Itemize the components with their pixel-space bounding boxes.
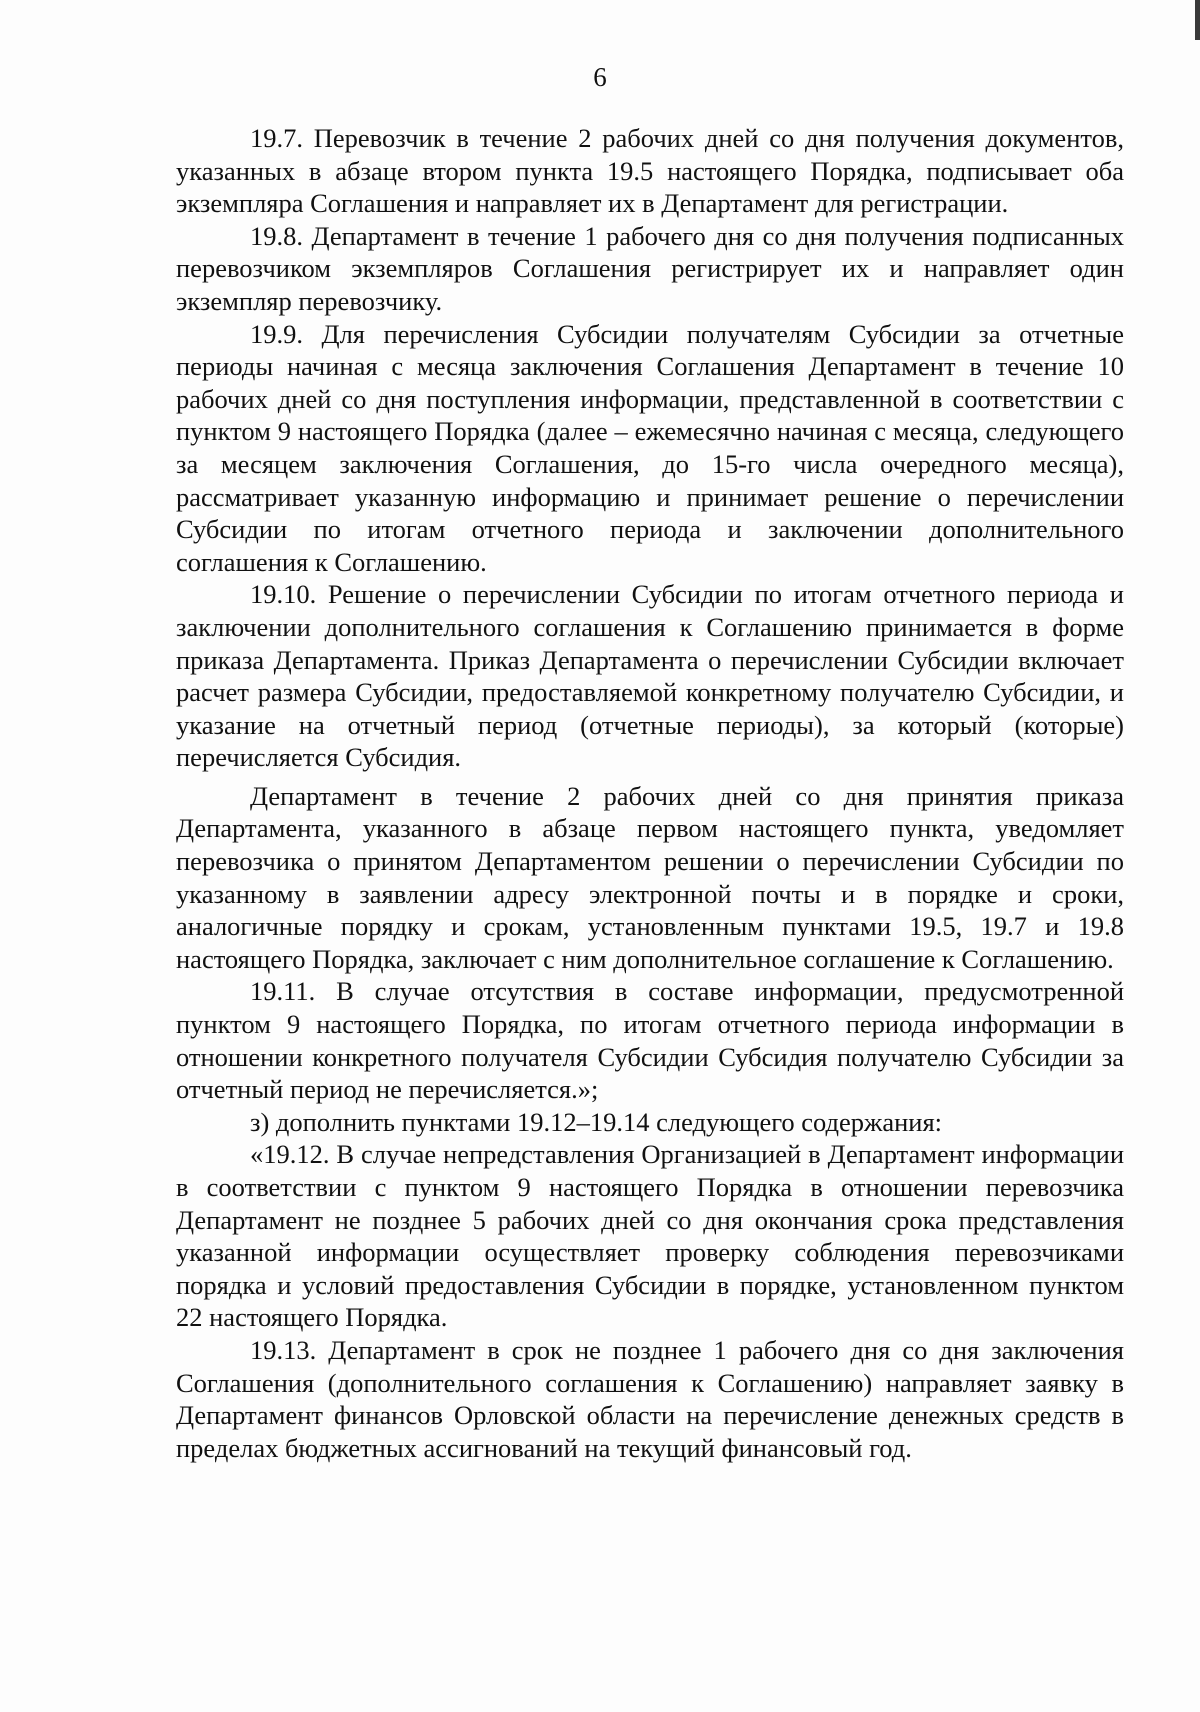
paragraph-19-13: 19.13. Департамент в срок не позднее 1 рабочего дня со дня заключения Соглашения (дополнительного соглашения к Соглашению) направляет заявку в Департамент финансов Орловской области на перечисление денежных средств в пределах бюджетных ассигнований на текущий финансовый год. bbox=[176, 1334, 1124, 1463]
paragraph-item-z: з) дополнить пунктами 19.12–19.14 следующего содержания: bbox=[250, 1106, 943, 1137]
paragraph-19-10-second: Департамент в течение 2 рабочих дней со дня принятия приказа Департамента, указанного в абзаце первом настоящего пункта, уведомляет перевозчика о принятом Департаментом решении о перечислении Субсидии по указанному в заявлении адресу электронной почты и в порядке и сроки, аналогичные порядку и срокам, установленным пунктами 19.5, 19.7 и 19.8 настоящего Порядка, заключает с ним дополнительное соглашение к Соглашению. bbox=[176, 780, 1124, 974]
page-number: 6 bbox=[593, 62, 607, 92]
paragraph-19-7: 19.7. Перевозчик в течение 2 рабочих дней со дня получения документов, указанных в абзаце втором пункта 19.5 настоящего Порядка, подписывает оба экземпляра Соглашения и направляет их в Департамент для регистрации. bbox=[176, 123, 1124, 219]
document-body bbox=[176, 122, 1124, 1464]
scan-edge-mark bbox=[1195, 0, 1200, 40]
paragraph-19-11: 19.11. В случае отсутствия в составе информации, предусмотренной пунктом 9 настоящего Порядка, по итогам отчетного периода информации в отношении конкретного получателя Субсидии Субсидия получателю Субсидии за отчетный период не перечисляется.»; bbox=[176, 976, 1124, 1105]
paragraph-19-10: 19.10. Решение о перечислении Субсидии по итогам отчетного периода и заключении дополнительного соглашения к Соглашению принимается в форме приказа Департамента. Приказ Департамента о перечислении Субсидии включает расчет размера Субсидии, предоставляемой конкретному получателю Субсидии, и указание на отчетный период (отчетные периоды), за который (которые) перечисляется Субсидия. bbox=[176, 579, 1124, 773]
paragraph-19-12: «19.12. В случае непредставления Организацией в Департамент информации в соответствии с пунктом 9 настоящего Порядка в отношении перевозчика Департамент не позднее 5 рабочих дней со дня окончания срока представления указанной информации осуществляет проверку соблюдения перевозчиками порядка и условий предоставления Субсидии в порядке, установленном пунктом 22 настоящего Порядка. bbox=[176, 1139, 1124, 1333]
paragraph-19-8: 19.8. Департамент в течение 1 рабочего дня со дня получения подписанных перевозчиком экземпляров Соглашения регистрирует их и направляет один экземпляр перевозчику. bbox=[176, 220, 1124, 316]
paragraph-19-9: 19.9. Для перечисления Субсидии получателям Субсидии за отчетные периоды начиная с месяца заключения Соглашения Департамент в течение 10 рабочих дней со дня поступления информации, представленной в соответствии с пунктом 9 настоящего Порядка (далее – ежемесячно начиная с месяца, следующего за месяцем заключения Соглашения, до 15-го числа очередного месяца), рассматривает указанную информацию и принимает решение о перечислении Субсидии по итогам отчетного периода и заключении дополнительного соглашения к Соглашению. bbox=[176, 318, 1124, 577]
